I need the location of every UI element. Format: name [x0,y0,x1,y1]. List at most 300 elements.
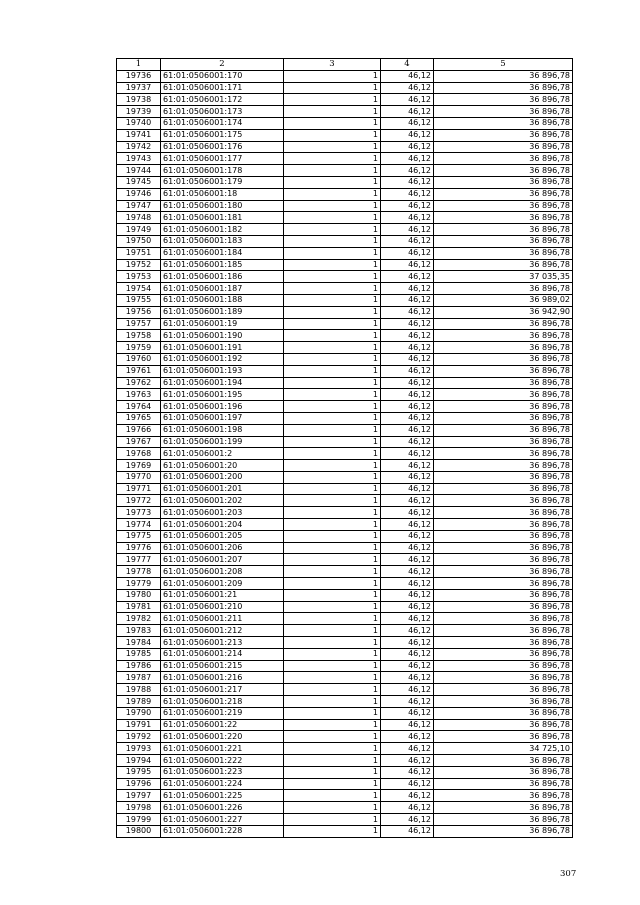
share-cell: 1 [284,743,381,755]
table-row [117,613,573,625]
area-cell: 46,12 [381,460,434,472]
share-cell: 1 [284,495,381,507]
share-cell: 1 [284,70,381,82]
value-cell: 36 896,78 [434,412,573,424]
row-number-cell: 19766 [117,424,161,436]
cadastral-number-cell: 61:01:0506001:214 [161,648,284,660]
table-row [117,672,573,684]
area-cell: 46,12 [381,625,434,637]
area-cell: 46,12 [381,106,434,118]
row-number-cell: 19739 [117,106,161,118]
row-number-cell: 19785 [117,648,161,660]
row-number-cell: 19747 [117,200,161,212]
table-row [117,483,573,495]
table-row [117,389,573,401]
share-cell: 1 [284,165,381,177]
cadastral-number-cell: 61:01:0506001:202 [161,495,284,507]
table-row [117,519,573,531]
share-cell: 1 [284,530,381,542]
area-cell: 46,12 [381,200,434,212]
table-row [117,306,573,318]
share-cell: 1 [284,342,381,354]
cadastral-number-cell: 61:01:0506001:218 [161,696,284,708]
table-row [117,778,573,790]
cadastral-number-cell: 61:01:0506001:176 [161,141,284,153]
area-cell: 46,12 [381,235,434,247]
table-row [117,271,573,283]
row-number-cell: 19771 [117,483,161,495]
cadastral-number-cell: 61:01:0506001:208 [161,566,284,578]
area-cell: 46,12 [381,578,434,590]
value-cell: 36 896,78 [434,601,573,613]
table-row [117,578,573,590]
share-cell: 1 [284,483,381,495]
table-row [117,566,573,578]
cadastral-number-cell: 61:01:0506001:228 [161,825,284,837]
column-header-3: 3 [284,59,381,71]
cadastral-number-cell: 61:01:0506001:184 [161,247,284,259]
row-number-cell: 19773 [117,507,161,519]
table-row [117,448,573,460]
row-number-cell: 19798 [117,802,161,814]
area-cell: 46,12 [381,153,434,165]
cadastral-number-cell: 61:01:0506001:2 [161,448,284,460]
area-cell: 46,12 [381,483,434,495]
value-cell: 36 896,78 [434,401,573,413]
area-cell: 46,12 [381,566,434,578]
row-number-cell: 19737 [117,82,161,94]
table-row [117,165,573,177]
area-cell: 46,12 [381,342,434,354]
share-cell: 1 [284,353,381,365]
value-cell: 36 896,78 [434,129,573,141]
cadastral-number-cell: 61:01:0506001:227 [161,814,284,826]
share-cell: 1 [284,814,381,826]
row-number-cell: 19758 [117,330,161,342]
share-cell: 1 [284,802,381,814]
value-cell: 36 896,78 [434,70,573,82]
area-cell: 46,12 [381,318,434,330]
cadastral-number-cell: 61:01:0506001:187 [161,283,284,295]
cadastral-number-cell: 61:01:0506001:192 [161,353,284,365]
table-row [117,731,573,743]
cadastral-number-cell: 61:01:0506001:200 [161,471,284,483]
value-cell: 36 896,78 [434,660,573,672]
area-cell: 46,12 [381,306,434,318]
value-cell: 36 896,78 [434,318,573,330]
value-cell: 36 896,78 [434,330,573,342]
table-row [117,707,573,719]
cadastral-number-cell: 61:01:0506001:203 [161,507,284,519]
share-cell: 1 [284,94,381,106]
value-cell: 36 896,78 [434,766,573,778]
table-row [117,495,573,507]
table-row [117,94,573,106]
area-cell: 46,12 [381,802,434,814]
area-cell: 46,12 [381,94,434,106]
cadastral-number-cell: 61:01:0506001:195 [161,389,284,401]
row-number-cell: 19764 [117,401,161,413]
row-number-cell: 19781 [117,601,161,613]
table-row [117,755,573,767]
share-cell: 1 [284,613,381,625]
table-row [117,176,573,188]
share-cell: 1 [284,707,381,719]
row-number-cell: 19787 [117,672,161,684]
area-cell: 46,12 [381,719,434,731]
cadastral-number-cell: 61:01:0506001:170 [161,70,284,82]
value-cell: 36 896,78 [434,554,573,566]
area-cell: 46,12 [381,247,434,259]
value-cell: 36 896,78 [434,460,573,472]
cadastral-number-cell: 61:01:0506001:174 [161,117,284,129]
table-row [117,625,573,637]
value-cell: 36 989,02 [434,294,573,306]
row-number-cell: 19750 [117,235,161,247]
table-row [117,224,573,236]
share-cell: 1 [284,318,381,330]
row-number-cell: 19763 [117,389,161,401]
cadastral-number-cell: 61:01:0506001:226 [161,802,284,814]
row-number-cell: 19774 [117,519,161,531]
area-cell: 46,12 [381,519,434,531]
area-cell: 46,12 [381,353,434,365]
row-number-cell: 19788 [117,684,161,696]
share-cell: 1 [284,176,381,188]
value-cell: 36 896,78 [434,436,573,448]
area-cell: 46,12 [381,212,434,224]
area-cell: 46,12 [381,224,434,236]
area-cell: 46,12 [381,377,434,389]
share-cell: 1 [284,672,381,684]
cadastral-number-cell: 61:01:0506001:211 [161,613,284,625]
value-cell: 36 896,78 [434,778,573,790]
column-header-5: 5 [434,59,573,71]
cadastral-number-cell: 61:01:0506001:21 [161,589,284,601]
area-cell: 46,12 [381,70,434,82]
header-row [117,59,573,71]
row-number-cell: 19790 [117,707,161,719]
table-row [117,117,573,129]
value-cell: 36 896,78 [434,731,573,743]
row-number-cell: 19746 [117,188,161,200]
row-number-cell: 19768 [117,448,161,460]
value-cell: 36 896,78 [434,82,573,94]
share-cell: 1 [284,825,381,837]
share-cell: 1 [284,389,381,401]
value-cell: 36 896,78 [434,471,573,483]
value-cell: 36 896,78 [434,707,573,719]
row-number-cell: 19782 [117,613,161,625]
area-cell: 46,12 [381,825,434,837]
share-cell: 1 [284,141,381,153]
cadastral-number-cell: 61:01:0506001:18 [161,188,284,200]
table-row [117,460,573,472]
value-cell: 36 896,78 [434,507,573,519]
table-row [117,365,573,377]
cadastral-number-cell: 61:01:0506001:224 [161,778,284,790]
area-cell: 46,12 [381,660,434,672]
row-number-cell: 19767 [117,436,161,448]
row-number-cell: 19751 [117,247,161,259]
column-header-2: 2 [161,59,284,71]
cadastral-number-cell: 61:01:0506001:182 [161,224,284,236]
share-cell: 1 [284,259,381,271]
value-cell: 36 896,78 [434,719,573,731]
row-number-cell: 19748 [117,212,161,224]
value-cell: 36 896,78 [434,153,573,165]
share-cell: 1 [284,247,381,259]
value-cell: 36 896,78 [434,212,573,224]
area-cell: 46,12 [381,283,434,295]
area-cell: 46,12 [381,684,434,696]
share-cell: 1 [284,436,381,448]
value-cell: 36 896,78 [434,165,573,177]
table-row [117,235,573,247]
cadastral-number-cell: 61:01:0506001:212 [161,625,284,637]
row-number-cell: 19775 [117,530,161,542]
row-number-cell: 19800 [117,825,161,837]
table-row [117,129,573,141]
value-cell: 36 896,78 [434,200,573,212]
area-cell: 46,12 [381,755,434,767]
value-cell: 36 896,78 [434,755,573,767]
table-row [117,825,573,837]
row-number-cell: 19765 [117,412,161,424]
row-number-cell: 19776 [117,542,161,554]
value-cell: 36 896,78 [434,224,573,236]
value-cell: 36 896,78 [434,530,573,542]
share-cell: 1 [284,235,381,247]
row-number-cell: 19784 [117,637,161,649]
share-cell: 1 [284,306,381,318]
value-cell: 36 896,78 [434,790,573,802]
share-cell: 1 [284,401,381,413]
value-cell: 36 896,78 [434,106,573,118]
share-cell: 1 [284,766,381,778]
share-cell: 1 [284,377,381,389]
share-cell: 1 [284,129,381,141]
value-cell: 36 896,78 [434,684,573,696]
area-cell: 46,12 [381,436,434,448]
cadastral-number-cell: 61:01:0506001:223 [161,766,284,778]
row-number-cell: 19793 [117,743,161,755]
share-cell: 1 [284,424,381,436]
value-cell: 36 896,78 [434,483,573,495]
row-number-cell: 19794 [117,755,161,767]
share-cell: 1 [284,412,381,424]
row-number-cell: 19756 [117,306,161,318]
area-cell: 46,12 [381,696,434,708]
table-row [117,507,573,519]
area-cell: 46,12 [381,743,434,755]
row-number-cell: 19789 [117,696,161,708]
row-number-cell: 19744 [117,165,161,177]
row-number-cell: 19770 [117,471,161,483]
area-cell: 46,12 [381,707,434,719]
cadastral-number-cell: 61:01:0506001:217 [161,684,284,696]
value-cell: 36 896,78 [434,542,573,554]
value-cell: 36 896,78 [434,365,573,377]
share-cell: 1 [284,696,381,708]
cadastral-number-cell: 61:01:0506001:221 [161,743,284,755]
value-cell: 36 896,78 [434,188,573,200]
area-cell: 46,12 [381,637,434,649]
value-cell: 36 896,78 [434,696,573,708]
cadastral-number-cell: 61:01:0506001:198 [161,424,284,436]
share-cell: 1 [284,648,381,660]
cadastral-number-cell: 61:01:0506001:222 [161,755,284,767]
cadastral-number-cell: 61:01:0506001:194 [161,377,284,389]
share-cell: 1 [284,566,381,578]
area-cell: 46,12 [381,294,434,306]
value-cell: 36 896,78 [434,94,573,106]
row-number-cell: 19749 [117,224,161,236]
share-cell: 1 [284,330,381,342]
value-cell: 34 725,10 [434,743,573,755]
data-table [116,58,573,838]
cadastral-number-cell: 61:01:0506001:215 [161,660,284,672]
row-number-cell: 19795 [117,766,161,778]
table-row [117,814,573,826]
cadastral-number-cell: 61:01:0506001:175 [161,129,284,141]
row-number-cell: 19772 [117,495,161,507]
value-cell: 36 896,78 [434,613,573,625]
share-cell: 1 [284,271,381,283]
cadastral-number-cell: 61:01:0506001:185 [161,259,284,271]
row-number-cell: 19786 [117,660,161,672]
cadastral-number-cell: 61:01:0506001:178 [161,165,284,177]
table-row [117,766,573,778]
value-cell: 37 035,35 [434,271,573,283]
area-cell: 46,12 [381,330,434,342]
area-cell: 46,12 [381,648,434,660]
cadastral-number-cell: 61:01:0506001:207 [161,554,284,566]
row-number-cell: 19778 [117,566,161,578]
table-row [117,401,573,413]
cadastral-number-cell: 61:01:0506001:181 [161,212,284,224]
share-cell: 1 [284,778,381,790]
table-row [117,106,573,118]
area-cell: 46,12 [381,117,434,129]
share-cell: 1 [284,637,381,649]
area-cell: 46,12 [381,530,434,542]
cadastral-number-cell: 61:01:0506001:220 [161,731,284,743]
area-cell: 46,12 [381,448,434,460]
cadastral-number-cell: 61:01:0506001:210 [161,601,284,613]
share-cell: 1 [284,212,381,224]
share-cell: 1 [284,507,381,519]
cadastral-number-cell: 61:01:0506001:193 [161,365,284,377]
table-row [117,342,573,354]
area-cell: 46,12 [381,589,434,601]
area-cell: 46,12 [381,271,434,283]
table-row [117,637,573,649]
area-cell: 46,12 [381,601,434,613]
table-row [117,412,573,424]
share-cell: 1 [284,471,381,483]
table-row [117,212,573,224]
value-cell: 36 896,78 [434,377,573,389]
table-row [117,696,573,708]
cadastral-number-cell: 61:01:0506001:197 [161,412,284,424]
value-cell: 36 896,78 [434,578,573,590]
row-number-cell: 19769 [117,460,161,472]
cadastral-number-cell: 61:01:0506001:219 [161,707,284,719]
area-cell: 46,12 [381,401,434,413]
value-cell: 36 896,78 [434,637,573,649]
table-row [117,353,573,365]
share-cell: 1 [284,106,381,118]
table-row [117,530,573,542]
share-cell: 1 [284,625,381,637]
table-row [117,660,573,672]
cadastral-number-cell: 61:01:0506001:173 [161,106,284,118]
share-cell: 1 [284,719,381,731]
value-cell: 36 896,78 [434,625,573,637]
area-cell: 46,12 [381,507,434,519]
cadastral-number-cell: 61:01:0506001:209 [161,578,284,590]
value-cell: 36 896,78 [434,802,573,814]
value-cell: 36 896,78 [434,117,573,129]
cadastral-number-cell: 61:01:0506001:179 [161,176,284,188]
area-cell: 46,12 [381,389,434,401]
share-cell: 1 [284,731,381,743]
cadastral-number-cell: 61:01:0506001:204 [161,519,284,531]
area-cell: 46,12 [381,82,434,94]
value-cell: 36 896,78 [434,495,573,507]
value-cell: 36 896,78 [434,247,573,259]
table-row [117,377,573,389]
cadastral-number-cell: 61:01:0506001:201 [161,483,284,495]
cadastral-number-cell: 61:01:0506001:177 [161,153,284,165]
row-number-cell: 19792 [117,731,161,743]
area-cell: 46,12 [381,412,434,424]
row-number-cell: 19752 [117,259,161,271]
area-cell: 46,12 [381,766,434,778]
value-cell: 36 896,78 [434,353,573,365]
share-cell: 1 [284,153,381,165]
share-cell: 1 [284,365,381,377]
share-cell: 1 [284,755,381,767]
share-cell: 1 [284,684,381,696]
area-cell: 46,12 [381,542,434,554]
share-cell: 1 [284,448,381,460]
share-cell: 1 [284,117,381,129]
cadastral-number-cell: 61:01:0506001:171 [161,82,284,94]
table-row [117,330,573,342]
table-row [117,200,573,212]
value-cell: 36 896,78 [434,566,573,578]
row-number-cell: 19779 [117,578,161,590]
value-cell: 36 896,78 [434,814,573,826]
table-body [117,70,573,837]
share-cell: 1 [284,660,381,672]
value-cell: 36 896,78 [434,589,573,601]
cadastral-number-cell: 61:01:0506001:205 [161,530,284,542]
table-row [117,247,573,259]
share-cell: 1 [284,188,381,200]
area-cell: 46,12 [381,424,434,436]
table-row [117,601,573,613]
cadastral-number-cell: 61:01:0506001:172 [161,94,284,106]
table-row [117,70,573,82]
cadastral-number-cell: 61:01:0506001:186 [161,271,284,283]
share-cell: 1 [284,578,381,590]
cadastral-number-cell: 61:01:0506001:213 [161,637,284,649]
table-row [117,294,573,306]
row-number-cell: 19791 [117,719,161,731]
